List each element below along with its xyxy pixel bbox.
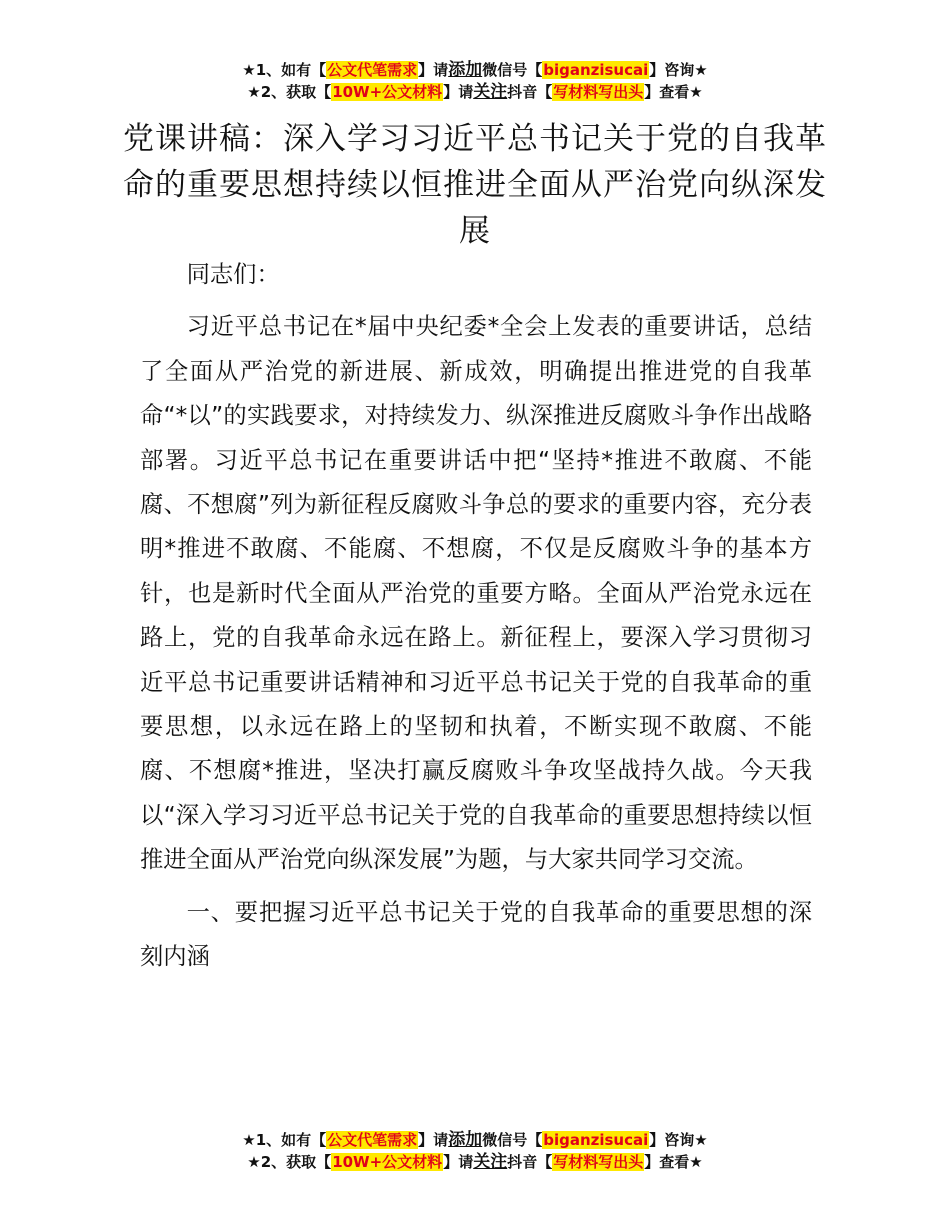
promo-line-2	[0, 81, 950, 103]
promo-text: 】查看★	[644, 1153, 703, 1171]
promo-underlined: 添加	[448, 1130, 483, 1150]
promo-douyin-id: 写材料写出头	[553, 1153, 644, 1171]
promo-highlight: 公文代笔需求	[327, 1131, 418, 1149]
promo-text: ★1、如有【	[242, 1131, 327, 1149]
promo-wechat-id: biganzisucai	[543, 61, 649, 79]
promo-banner-bottom	[0, 1129, 950, 1173]
promo-text: 抖音【	[507, 1153, 553, 1171]
promo-douyin-id: 写材料写出头	[553, 83, 644, 101]
promo-text: 】请	[418, 1131, 449, 1149]
promo-line-1	[0, 1129, 950, 1151]
promo-text: 微信号【	[482, 61, 543, 79]
promo-line-1	[0, 59, 950, 81]
promo-wechat-id: biganzisucai	[543, 1131, 649, 1149]
promo-text: 抖音【	[507, 83, 553, 101]
promo-text: ★2、获取【	[247, 83, 332, 101]
document-body	[140, 253, 812, 988]
promo-text: 】查看★	[644, 83, 703, 101]
body-paragraph: 习近平总书记在*届中央纪委*全会上发表的重要讲话，总结了全面从严治党的新进展、新成效，明确提出推进党的自我革命“*以”的实践要求，对持续发力、纵深推进反腐败斗争作出战略部署。习近平总书记在重要讲话中把“坚持*推进不敢腐、不能腐、不想腐”列为新征程反腐败斗争总的要求的重要内容，充分表明*推进不敢腐、不能腐、不想腐，不仅是反腐败斗争的基本方针，也是新时代全面从严治党的重要方略。全面从严治党永远在路上，党的自我革命永远在路上。新征程上，要深入学习贯彻习近平总书记重要讲话精神和习近平总书记关于党的自我革命的重要思想，以永远在路上的坚韧和执着，不断实现不敢腐、不能腐、不想腐*推进，坚决打赢反腐败斗争攻坚战持久战。今天我以“深入学习习近平总书记关于党的自我革命的重要思想持续以恒推进全面从严治党向纵深发展”为题，与大家共同学习交流。	[140, 313, 812, 874]
promo-text: 】请	[418, 61, 449, 79]
promo-text: 】咨询★	[649, 61, 708, 79]
section-heading: 一、要把握习近平总书记关于党的自我革命的重要思想的深刻内涵	[140, 898, 812, 971]
promo-underlined: 关注	[473, 82, 508, 102]
promo-highlight: 10W+公文材料	[332, 1153, 443, 1171]
promo-underlined: 关注	[473, 1152, 508, 1172]
promo-text: 微信号【	[482, 1131, 543, 1149]
promo-underlined: 添加	[448, 60, 483, 80]
promo-text: ★2、获取【	[247, 1153, 332, 1171]
promo-highlight: 10W+公文材料	[332, 83, 443, 101]
promo-text: 】请	[443, 1153, 474, 1171]
promo-text: 】咨询★	[649, 1131, 708, 1149]
promo-line-2	[0, 1151, 950, 1173]
document-title: 党课讲稿：深入学习习近平总书记关于党的自我革命的重要思想持续以恒推进全面从严治党向纵深发展	[123, 121, 827, 249]
promo-text: ★1、如有【	[242, 61, 327, 79]
promo-highlight: 公文代笔需求	[327, 61, 418, 79]
promo-text: 】请	[443, 83, 474, 101]
promo-banner-top	[0, 59, 950, 103]
salutation: 同志们：	[186, 261, 280, 288]
